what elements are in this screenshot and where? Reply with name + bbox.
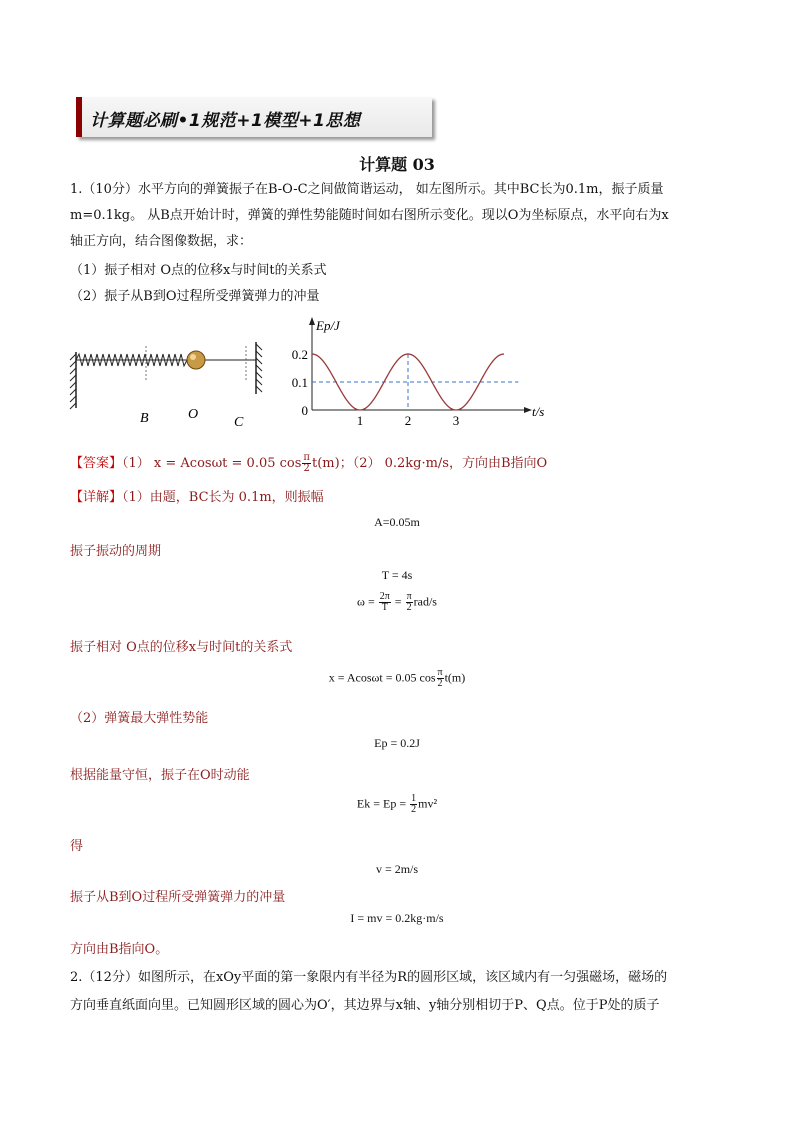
y-axis-label: Ep/J bbox=[316, 318, 340, 333]
oscillator-ball bbox=[187, 351, 205, 369]
answer-line bbox=[70, 452, 547, 474]
y-tick-0: 0 bbox=[301, 403, 308, 418]
q1-line3: 轴正方向，结合图像数据，求： bbox=[70, 234, 253, 249]
q1-sub2: （2）振子从B到O过程所受弹簧弹力的冲量 bbox=[70, 289, 320, 304]
detail-impulse-text: 振子从B到O过程所受弹簧弹力的冲量 bbox=[70, 890, 286, 905]
answer-tail: t(m)；（2） 0.2kg·m/s，方向由B指向O bbox=[312, 456, 548, 471]
eq-ek: Ek = Ep = $\frac{1}{2}$ mv² bbox=[356, 793, 438, 815]
label-b: B bbox=[140, 411, 149, 426]
banner-text: 计算题必刷•1规范+1模型+1思想 bbox=[90, 111, 361, 131]
answer-part1: （1） x = Acosωt = 0.05 cos bbox=[122, 456, 302, 471]
eq-period: T = 4s bbox=[381, 568, 413, 582]
q1-line1: 1.（10分）水平方向的弹簧振子在B-O-C之间做简谐运动， 如左图所示。其中BC长为0.1m，振子质量 bbox=[70, 182, 664, 197]
q1-line2: m=0.1kg。 从B点开始计时，弹簧的弹性势能随时间如右图所示变化。现以O为坐标原点，水平向右为x bbox=[70, 208, 669, 223]
detail-displacement-text: 振子相对 O点的位移x与时间t的关系式 bbox=[70, 640, 293, 655]
q2-line2: 方向垂直纸面向里。已知圆形区域的圆心为O′，其边界与x轴、y轴分别相切于P、Q点。位于P处的质子 bbox=[70, 998, 660, 1013]
q2-line1: 2.（12分）如图所示，在xOy平面的第一象限内有半径为R的圆形区域，该区域内有一匀强磁场，磁场的 bbox=[70, 970, 668, 985]
x-axis-label: t/s bbox=[532, 404, 545, 419]
eq-amplitude: A=0.05m bbox=[374, 515, 420, 529]
left-wall bbox=[70, 352, 76, 409]
eq-displacement: x = Acosωt = 0.05 cos $\frac{\pi}{2}$ t(m) bbox=[328, 667, 466, 689]
eq-impulse: I = mv = 0.2kg·m/s bbox=[350, 911, 444, 925]
x-tick-2: 2 bbox=[404, 413, 412, 428]
eq-v: v = 2m/s bbox=[375, 862, 419, 876]
detail-so-text: 得 bbox=[70, 839, 84, 854]
label-o: O bbox=[188, 407, 199, 422]
detail-max-ep-text: （2）弹簧最大弹性势能 bbox=[70, 711, 209, 726]
eq-ep: Ep = 0.2J bbox=[374, 736, 420, 750]
q1-sub1: （1）振子相对 O点的位移x与时间t的关系式 bbox=[70, 263, 327, 278]
answer-label: 【答案】 bbox=[70, 456, 123, 471]
detail-label: 【详解】 bbox=[70, 490, 123, 505]
page-title: 计算题 03 bbox=[359, 155, 435, 174]
x-tick-1: 1 bbox=[356, 413, 364, 428]
eq-omega: ω = $\frac{2\pi}{T}$ = $\frac{\pi}{2}$ rad/s bbox=[357, 591, 437, 613]
energy-time-chart bbox=[282, 312, 562, 434]
section-banner bbox=[76, 97, 432, 137]
detail-line1: 【详解】（1）由题，BC长为 0.1m，则振幅 bbox=[70, 490, 324, 505]
y-tick-1: 0.1 bbox=[291, 375, 308, 390]
label-c: C bbox=[234, 415, 244, 430]
y-tick-2: 0.2 bbox=[291, 347, 308, 362]
answer-fraction: $\frac{\pi}{2}$ bbox=[303, 452, 310, 474]
detail-direction-text: 方向由B指向O。 bbox=[70, 942, 169, 957]
right-wall bbox=[256, 342, 262, 394]
spring-figure bbox=[66, 330, 276, 430]
x-tick-3: 3 bbox=[452, 413, 460, 428]
detail-energy-text: 根据能量守恒，振子在O时动能 bbox=[70, 768, 250, 783]
detail-period-text: 振子振动的周期 bbox=[70, 544, 162, 559]
